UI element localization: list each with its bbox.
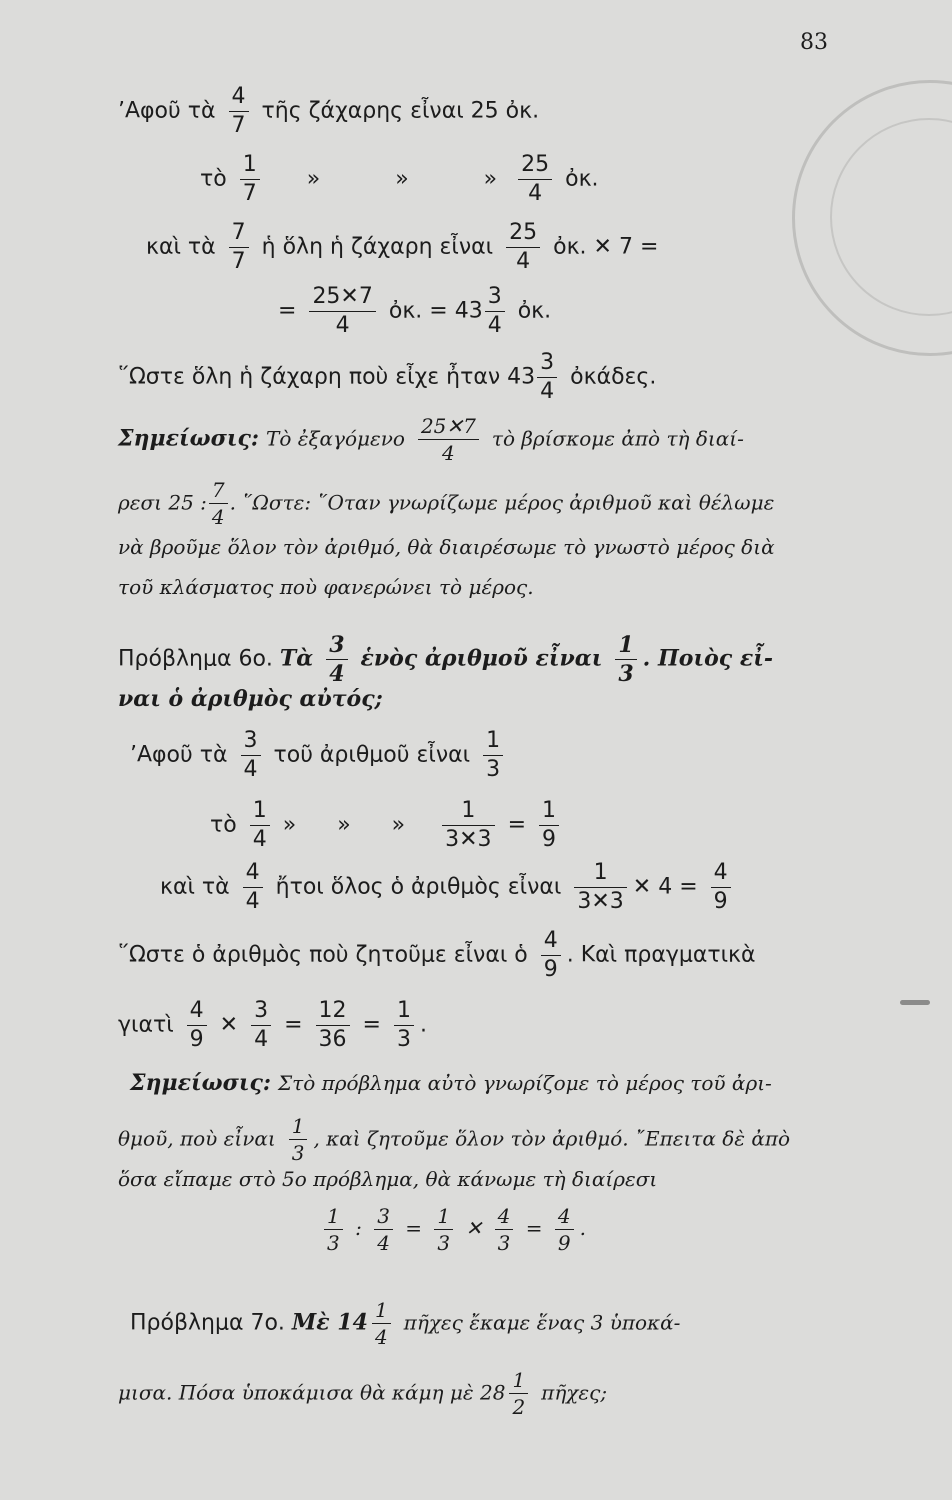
fraction: $\frac{3}{4}$ (251, 1000, 271, 1051)
text: ῞Ωστε ὅλη ἡ ζάχαρη ποὺ εἶχε ἦταν 43 (118, 364, 536, 390)
fraction: $\frac{4}{9}$ (187, 1000, 207, 1051)
text: τὸ (200, 166, 227, 192)
fraction: $\frac{25✕7}{4}$ (309, 286, 375, 337)
text: ὀκ. (565, 166, 599, 192)
times-sign: ✕ (465, 1216, 483, 1240)
fraction: $\frac{4}{9}$ (541, 930, 561, 981)
note-label: Σημείωσις: (130, 1070, 272, 1096)
text: τὸ (210, 812, 237, 838)
text-line (118, 416, 744, 463)
text-line (118, 1370, 607, 1417)
fraction: $\frac{1}{3}$ (394, 1000, 414, 1051)
fraction: $\frac{3}{4}$ (241, 730, 261, 781)
fraction: $\frac{4}{7}$ (229, 86, 249, 137)
text: ✕ 4 = (632, 874, 698, 900)
fraction: $\frac{4}{3}$ (495, 1206, 514, 1253)
text: πῆχες ἔκαμε ἕνας 3 ὑποκά- (403, 1310, 681, 1335)
text-line (200, 154, 599, 205)
text: τῆς ζάχαρης εἶναι 25 ὀκ. (261, 98, 540, 124)
ditto-mark: » (306, 166, 321, 192)
text: ὀκ. = 43 (388, 298, 483, 324)
fraction: $\frac{3}{4}$ (537, 352, 557, 403)
text: . Ποιὸς εἶ- (642, 645, 773, 672)
text: ὀκ. (517, 298, 552, 324)
text-line (118, 1116, 790, 1163)
text: νὰ βροῦμε ὅλον τὸν ἀριθμό, θὰ διαιρέσωμε τὸ γνωστὸ μέρος διὰ (118, 535, 775, 559)
note-label: Σημείωσις: (118, 425, 260, 452)
text: τοῦ κλάσματος ποὺ φανερώνει τὸ μέρος. (118, 575, 534, 599)
fraction: $\frac{3}{4}$ (326, 634, 347, 685)
text-line (118, 480, 774, 527)
text: Τὰ (279, 645, 314, 672)
fraction: $\frac{25}{4}$ (506, 222, 540, 273)
ditto-mark: » (337, 812, 351, 838)
text: Μὲ 14 (291, 1309, 368, 1336)
times-sign: ✕ (219, 1012, 239, 1038)
text-line (160, 862, 737, 913)
text: καὶ τὰ (160, 874, 230, 900)
text-line (118, 930, 756, 981)
fraction: $\frac{1}{3}$ (324, 1206, 343, 1253)
text: ἤτοι ὅλος ὁ ἀριθμὸς εἶναι (275, 874, 562, 900)
fraction: $\frac{4}{9}$ (711, 862, 731, 913)
text-line (146, 222, 658, 273)
text-line (118, 572, 534, 602)
text: ναι ὁ ἀριθμὸς αὐτός; (118, 686, 383, 712)
page-number: 83 (800, 30, 828, 55)
text: . (579, 1216, 586, 1240)
text-line (130, 730, 509, 781)
equals-sign: = (405, 1216, 423, 1240)
text-line (118, 86, 539, 137)
text: ρεσι 25 : (118, 490, 207, 515)
equals-sign: = (362, 1012, 381, 1038)
fraction: $\frac{4}{9}$ (555, 1206, 574, 1253)
text: πῆχες; (541, 1380, 608, 1405)
text: = (278, 298, 297, 324)
fraction: $\frac{3}{4}$ (374, 1206, 393, 1253)
text: ῞Ωστε ὁ ἀριθμὸς ποὺ ζητοῦμε εἶναι ὁ (118, 942, 528, 968)
fraction: $\frac{3}{4}$ (485, 286, 505, 337)
fraction: $\frac{12}{36}$ (316, 1000, 350, 1051)
text: ἡ ὅλη ἡ ζάχαρη εἶναι (261, 234, 494, 260)
fraction: $\frac{1}{4}$ (372, 1300, 391, 1347)
text-line (130, 1300, 680, 1347)
fraction: $\frac{1}{4}$ (250, 800, 270, 851)
text: . ῞Ωστε: ῞Οταν γνωρίζωμε μέρος ἀριθμοῦ καὶ θέλωμε (229, 490, 775, 515)
fraction: $\frac{25}{4}$ (518, 154, 552, 205)
fraction: $\frac{1}{7}$ (240, 154, 260, 205)
text: ἑνὸς ἀριθμοῦ εἶναι (360, 645, 603, 672)
text-line (118, 352, 656, 403)
fraction: $\frac{7}{4}$ (209, 480, 228, 527)
text: . (419, 1012, 427, 1038)
fraction: $\frac{1}{3}$ (434, 1206, 453, 1253)
fraction: $\frac{1}{3✕3}$ (442, 800, 494, 851)
equals-sign: = (525, 1216, 543, 1240)
library-stamp (792, 80, 952, 356)
ink-mark (900, 1000, 930, 1005)
ditto-mark: » (282, 812, 297, 838)
ditto-mark: » (483, 166, 498, 192)
text-line (118, 1000, 427, 1051)
fraction: $\frac{1}{3✕3}$ (574, 862, 626, 913)
text: μισα. Πόσα ὑποκάμισα θὰ κάμη μὲ 28 (118, 1380, 506, 1405)
text: Τὸ ἐξαγόμενο (266, 426, 405, 451)
equals-sign: = (284, 1012, 303, 1038)
text: = (507, 812, 526, 838)
fraction: $\frac{1}{9}$ (539, 800, 559, 851)
text: τοῦ ἀριθμοῦ εἶναι (273, 742, 471, 768)
text-line (130, 1068, 772, 1099)
fraction: $\frac{1}{3}$ (483, 730, 503, 781)
text: γιατὶ (118, 1012, 174, 1038)
text: ὅσα εἴπαμε στὸ 5ο πρόβλημα, θὰ κάνωμε τὴ διαίρεσι (118, 1167, 658, 1191)
fraction: $\frac{1}{2}$ (509, 1370, 528, 1417)
text-line (278, 286, 551, 337)
text-line (118, 1164, 657, 1194)
text-line (318, 1206, 586, 1253)
fraction: $\frac{1}{3}$ (615, 634, 636, 685)
text: ὀκάδες. (570, 364, 657, 390)
fraction: $\frac{1}{3}$ (289, 1116, 308, 1163)
text: . Καὶ πραγματικὰ (566, 942, 756, 968)
fraction: $\frac{25✕7}{4}$ (418, 416, 479, 463)
text: καὶ τὰ (146, 234, 216, 260)
problem-heading: Πρόβλημα 6ο. (118, 646, 273, 672)
text: , καὶ ζητοῦμε ὅλον τὸν ἀριθμό. ῎Επειτα δὲ ἀπὸ (313, 1126, 791, 1151)
text: ὀκ. ✕ 7 = (553, 234, 659, 260)
fraction: $\frac{7}{7}$ (229, 222, 249, 273)
text-line (118, 634, 773, 685)
text: ’Αφοῦ τὰ (130, 742, 228, 768)
text-line (118, 684, 383, 714)
text: τὸ βρίσκομε ἀπὸ τὴ διαί- (491, 426, 744, 451)
text-line (118, 532, 775, 562)
division-sign: : (355, 1216, 362, 1240)
text: θμοῦ, ποὺ εἶναι (118, 1126, 276, 1151)
text: Στὸ πρόβλημα αὐτὸ γνωρίζομε τὸ μέρος τοῦ ἀρι- (278, 1071, 772, 1095)
fraction: $\frac{4}{4}$ (243, 862, 263, 913)
ditto-mark: » (391, 812, 406, 838)
problem-heading: Πρόβλημα 7ο. (130, 1310, 285, 1336)
ditto-mark: » (395, 166, 409, 192)
text: ’Αφοῦ τὰ (118, 98, 216, 124)
text-line (210, 800, 565, 851)
